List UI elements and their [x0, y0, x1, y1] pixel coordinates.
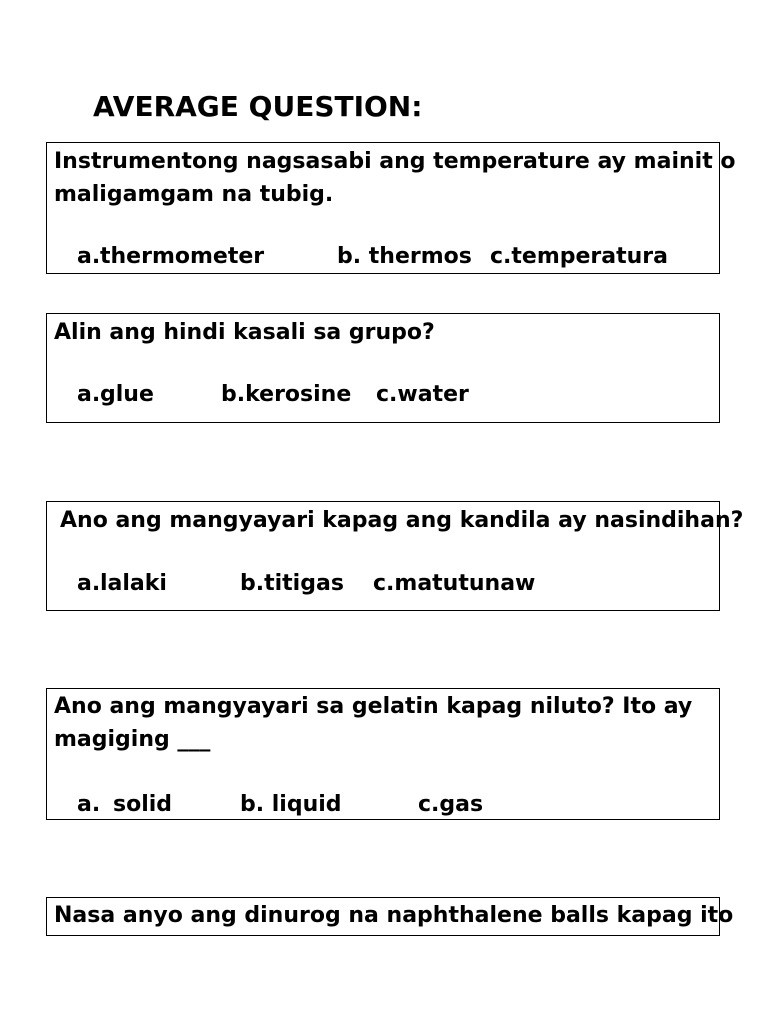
- question-4-option-c: c.gas: [418, 792, 484, 817]
- worksheet-heading: AVERAGE QUESTION:: [93, 90, 423, 123]
- question-2-option-a: glue: [100, 382, 154, 407]
- question-5-text: Nasa anyo ang dinurog na naphthalene balls kapag ito: [54, 903, 734, 928]
- question-1-text-line-2: maligamgam na tubig.: [54, 182, 334, 207]
- question-4-option-a: solid: [113, 792, 173, 817]
- question-box-5: [46, 897, 734, 936]
- question-box-4: [46, 688, 720, 820]
- question-1-option-a-marker: a.: [77, 244, 101, 269]
- question-box-1: [46, 142, 736, 274]
- question-3-option-a-marker: a.: [77, 571, 101, 596]
- question-4-text-line-2: magiging ___: [54, 727, 211, 752]
- question-1-option-a: thermometer: [100, 244, 265, 269]
- question-3-option-c: c.matutunaw: [373, 571, 536, 596]
- question-3-option-a: lalaki: [100, 571, 167, 596]
- question-4-text-line-1: Ano ang mangyayari sa gelatin kapag niluto? Ito ay: [54, 694, 693, 719]
- question-3-text: Ano ang mangyayari kapag ang kandila ay nasindihan?: [60, 508, 744, 533]
- question-1-option-b: b. thermos: [337, 244, 472, 269]
- question-2-text: Alin ang hindi kasali sa grupo?: [54, 320, 435, 345]
- question-box-3: [46, 501, 744, 611]
- question-2-option-a-marker: a.: [77, 382, 101, 407]
- question-2-option-b: b.kerosine: [221, 382, 352, 407]
- question-1-text-line-1: Instrumentong nagsasabi ang temperature ay mainit o: [54, 149, 736, 174]
- question-3-option-b: b.titigas: [240, 571, 344, 596]
- question-1-option-c: c.temperatura: [490, 244, 668, 269]
- question-4-option-a-marker: a.: [77, 792, 101, 817]
- question-4-option-b: b. liquid: [240, 792, 342, 817]
- question-2-option-c: c.water: [376, 382, 469, 407]
- question-box-2: [46, 313, 720, 423]
